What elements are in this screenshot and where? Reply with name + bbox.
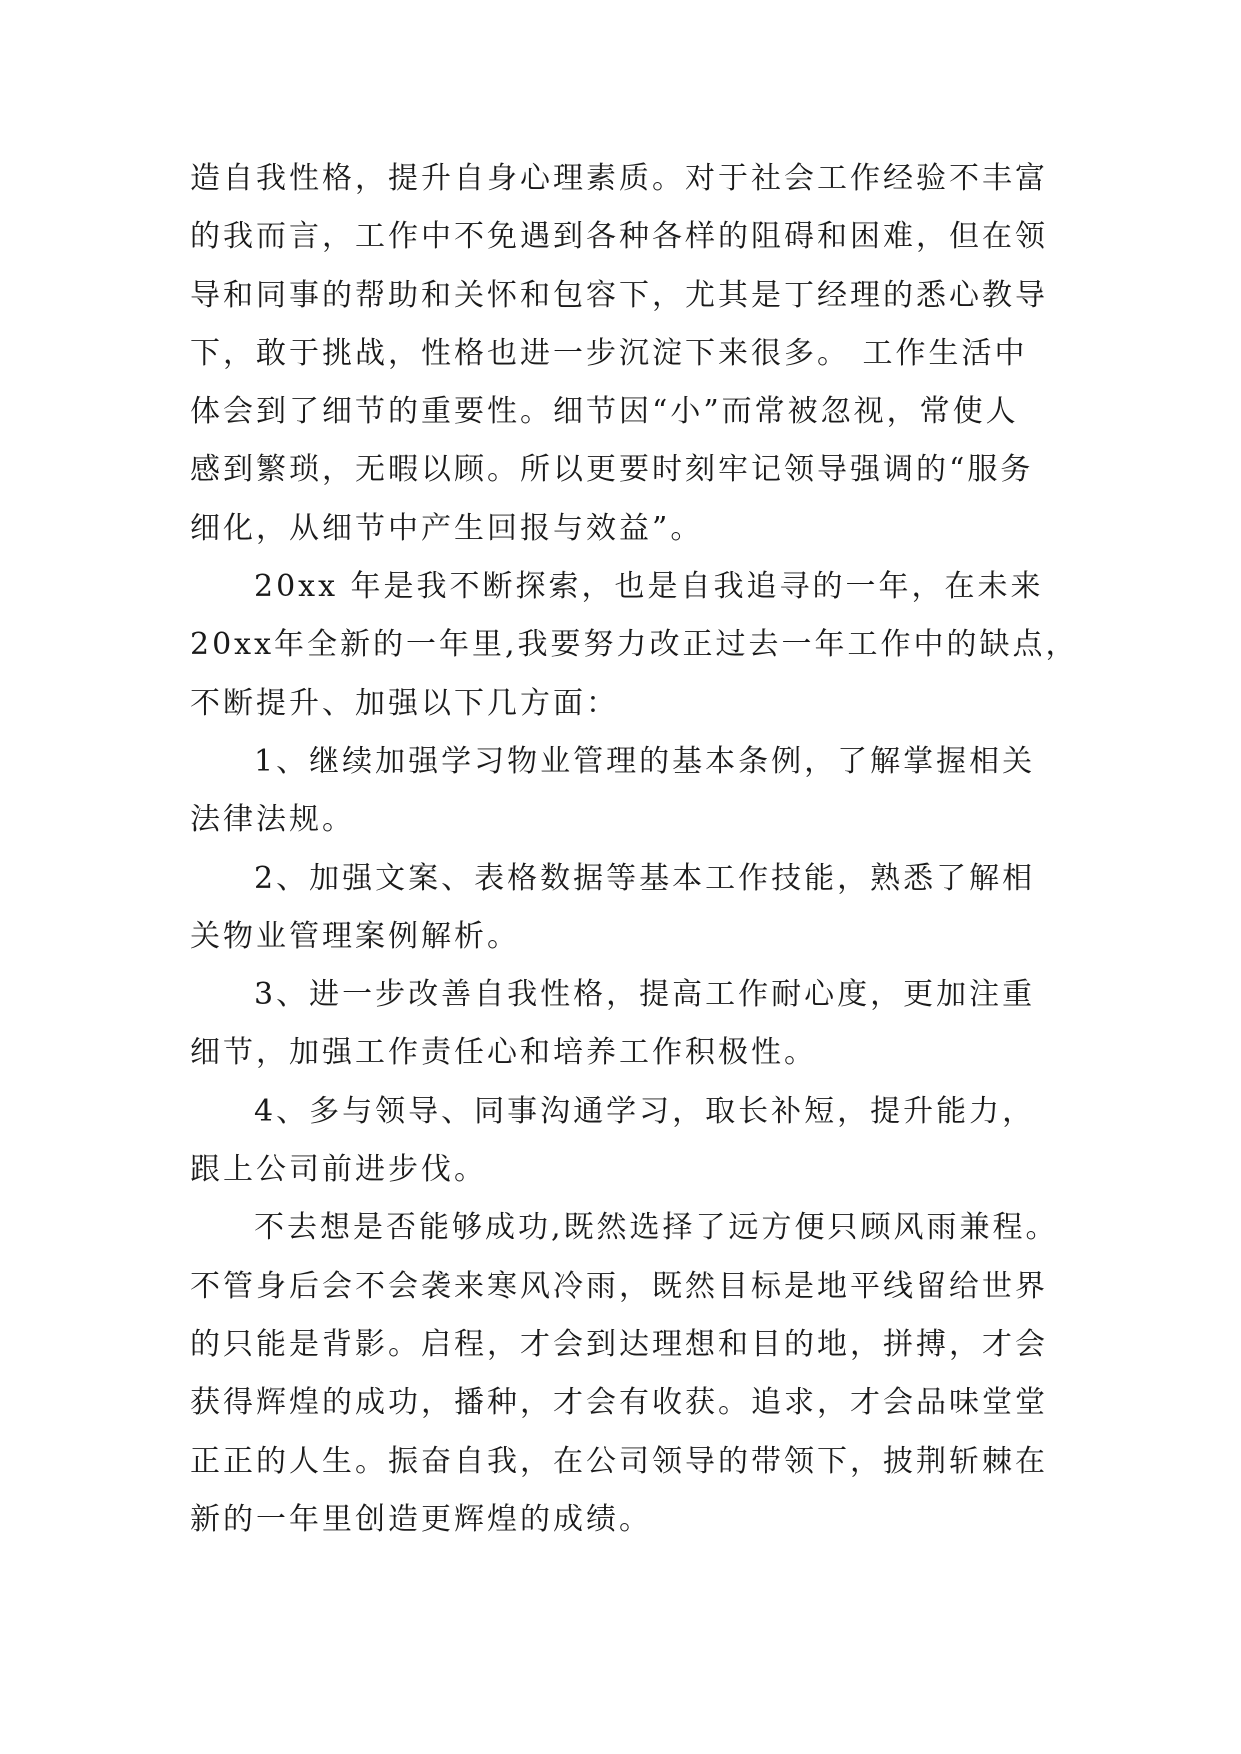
text-line: 不断提升、加强以下几方面： [190,685,619,721]
text-line: 法律法规。 [190,802,355,838]
text-line: 获得辉煌的成功，播种，才会有收获。追求，才会品味堂堂 [190,1385,1048,1421]
text-line: 不管身后会不会袭来寒风冷雨，既然目标是地平线留给世界 [190,1268,1048,1304]
text-line: 关物业管理案例解析。 [190,918,520,954]
text-line: 20xx年全新的一年里,我要努力改正过去一年工作中的缺点， [190,627,1079,663]
text-line: 细化，从细节中产生回报与效益”。 [190,510,704,546]
text-line: 感到繁琐，无暇以顾。所以更要时刻牢记领导强调的“服务 [190,452,1034,488]
text-line: 的只能是背影。启程，才会到达理想和目的地，拼搏，才会 [190,1326,1048,1362]
text-line: 体会到了细节的重要性。细节因“小”而常被忽视，常使人 [190,394,1019,430]
text-line: 3、进一步改善自我性格，提高工作耐心度，更加注重 [254,977,1036,1013]
text-line: 新的一年里创造更辉煌的成绩。 [190,1501,652,1537]
text-line: 1、继续加强学习物业管理的基本条例，了解掌握相关 [254,743,1036,779]
text-line: 20xx 年是我不断探索，也是自我追寻的一年，在未来 [254,569,1044,605]
text-line: 跟上公司前进步伐。 [190,1152,487,1188]
text-line: 造自我性格，提升自身心理素质。对于社会工作经验不丰富 [190,161,1048,196]
text-line: 细节，加强工作责任心和培养工作积极性。 [190,1035,817,1071]
text-line: 的我而言，工作中不免遇到各种各样的阻碍和困难，但在领 [190,219,1048,255]
document-body [190,150,1079,1549]
text-line: 不去想是否能够成功,既然选择了远方便只顾风雨兼程。 [254,1210,1059,1246]
text-line: 正正的人生。振奋自我，在公司领导的带领下，披荆斩棘在 [190,1443,1048,1479]
text-line: 2、加强文案、表格数据等基本工作技能，熟悉了解相 [254,860,1036,896]
text-line: 下，敢于挑战，性格也进一步沉淀下来很多。 工作生活中 [190,335,1028,371]
text-line: 导和同事的帮助和关怀和包容下，尤其是丁经理的悉心教导 [190,277,1048,313]
text-line: 4、多与领导、同事沟通学习，取长补短，提升能力， [254,1093,1036,1129]
